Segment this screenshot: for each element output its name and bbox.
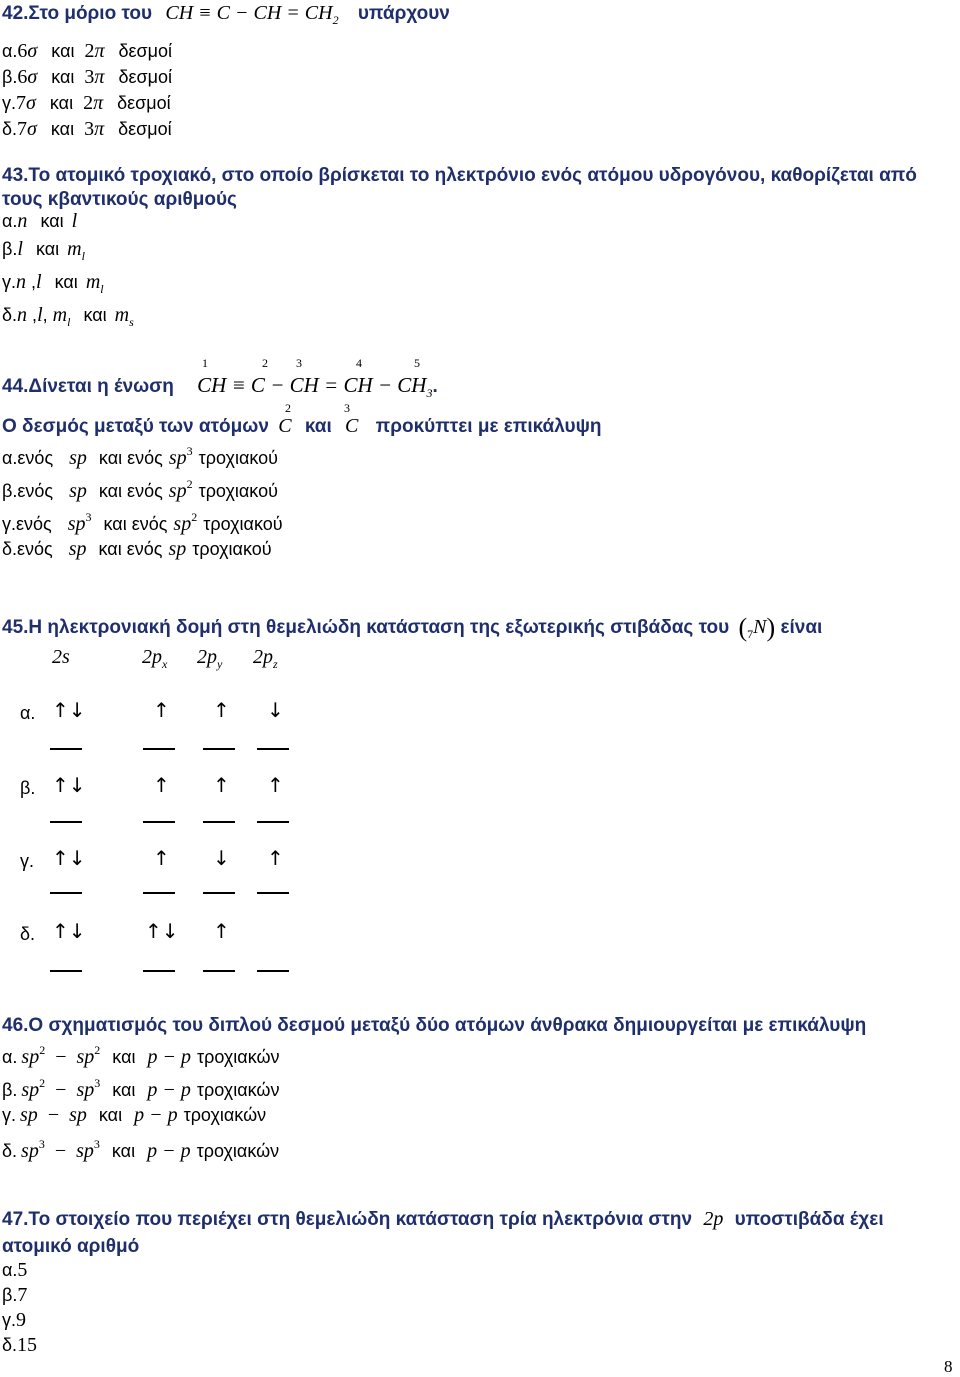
- hybrid-2-exponent: 3: [94, 1076, 101, 1090]
- sigma-count: 6: [17, 66, 28, 88]
- hybrid-2-exponent: 3: [93, 1137, 100, 1151]
- hybrid-1-exponent: 3: [38, 1137, 45, 1151]
- question-46-option[interactable]: [2, 1076, 280, 1102]
- conjunction: και ενός: [103, 514, 168, 534]
- l-symbol: l: [71, 210, 78, 232]
- orbital-line: [50, 821, 82, 823]
- hybrid-1: sp: [21, 1079, 40, 1101]
- paren-close: ): [766, 613, 776, 642]
- comma: ,: [42, 305, 48, 325]
- question-44-option[interactable]: [2, 510, 283, 536]
- electron-spin-arrows: ↑: [153, 773, 170, 797]
- orbital-word: τροχιακών: [196, 1080, 280, 1100]
- orbital-label-2py: $2p_y$: [197, 646, 223, 671]
- question-46-heading: 46.Ο σχηματισμός του διπλού δεσμού μεταξύ δύο ατόμων άνθρακα δημιουργείται με επικάλυψη: [2, 1015, 867, 1036]
- conjunction: και: [51, 41, 75, 61]
- conjunction: και: [35, 239, 60, 259]
- m-symbol: m: [52, 304, 68, 326]
- option-letter: γ.: [2, 1105, 17, 1125]
- pi-symbol: π: [94, 66, 105, 88]
- hybrid-2: sp: [69, 1104, 87, 1126]
- conjunction: και: [98, 1105, 123, 1125]
- hybrid-1: sp: [68, 538, 87, 560]
- hybrid-2: sp: [76, 1140, 94, 1162]
- p-p-overlap: p − p: [134, 1104, 178, 1126]
- question-47-line2: ατομικό αριθμό: [2, 1236, 140, 1257]
- question-43-line2: τους κβαντικούς αριθμούς: [2, 189, 237, 210]
- option-letter: δ.: [2, 1141, 18, 1161]
- hybrid-2: sp: [76, 1046, 95, 1068]
- sigma-symbol: σ: [27, 118, 37, 140]
- paren-open: (: [738, 613, 748, 642]
- atomic-number-value: 7: [17, 1284, 28, 1306]
- pi-count: 2: [84, 40, 95, 62]
- carbon-number-5: 5: [414, 356, 420, 370]
- c3-number: 3: [344, 401, 350, 415]
- option-letter: β.ενός: [2, 481, 54, 501]
- orbital-label-2px: $2p_x$: [142, 646, 168, 671]
- question-44-formula-sub: 3: [426, 386, 433, 400]
- carbon-number-3: 3: [296, 356, 302, 370]
- electron-spin-arrows: ↑: [153, 698, 170, 722]
- question-45-option-letter[interactable]: β.: [20, 778, 36, 798]
- atomic-number-value: 9: [16, 1309, 27, 1331]
- hybrid-2: sp: [168, 447, 187, 469]
- hybrid-2-exponent: 2: [191, 510, 198, 524]
- conjunction: και ενός: [98, 539, 163, 559]
- electron-spin-arrows: ↓: [213, 846, 230, 870]
- p-p-overlap: p − p: [147, 1140, 191, 1162]
- orbital-line: [143, 892, 175, 894]
- pi-symbol: π: [93, 92, 104, 114]
- hybrid-1: sp: [21, 1140, 39, 1162]
- bond-word: δεσμοί: [118, 67, 172, 87]
- orbital-word: τροχιακού: [198, 448, 278, 468]
- conjunction: και: [49, 93, 74, 113]
- question-42-option[interactable]: [2, 66, 172, 89]
- orbital-line: [257, 970, 289, 972]
- atomic-number-value: 15: [17, 1334, 38, 1356]
- question-46-option[interactable]: [2, 1104, 266, 1127]
- electron-spin-arrows: ↑↓: [145, 919, 179, 943]
- orbital-line: [50, 970, 82, 972]
- sigma-symbol: σ: [26, 92, 36, 114]
- ms-subscript: s: [129, 315, 134, 329]
- question-43-line1: 43.Το ατομικό τροχιακό, στο οποίο βρίσκεται το ηλεκτρόνιο ενός ατόμου υδρογόνου, καθορίζεται από: [2, 165, 917, 186]
- option-letter: δ.ενός: [2, 539, 53, 559]
- question-44-text: 44.Δίνεται η ένωση: [2, 376, 174, 397]
- question-44-option[interactable]: [2, 477, 278, 503]
- hybrid-2-exponent: 2: [94, 1043, 101, 1057]
- minus-sign: −: [55, 1046, 67, 1068]
- ms-symbol: m: [114, 304, 130, 326]
- conjunction: και: [51, 67, 75, 87]
- hybrid-1-exponent: 2: [39, 1043, 46, 1057]
- pi-count: 3: [84, 118, 95, 140]
- pi-count: 3: [84, 66, 95, 88]
- hybrid-2: sp: [173, 513, 192, 535]
- conjunction: και ενός: [98, 448, 163, 468]
- conjunction: και: [50, 119, 75, 139]
- conjunction: και: [111, 1141, 136, 1161]
- option-letter: α.: [2, 211, 18, 231]
- orbital-word: τροχιακών: [183, 1105, 267, 1125]
- electron-spin-arrows: ↑: [213, 773, 230, 797]
- option-letter: α.: [2, 1260, 18, 1280]
- l-symbol: l: [17, 238, 23, 260]
- pi-symbol: π: [94, 40, 105, 62]
- question-44-heading: [2, 373, 438, 401]
- electron-spin-arrows: ↑: [267, 846, 284, 870]
- question-44-line2-text: Ο δεσμός μεταξύ των ατόμων: [2, 416, 269, 437]
- l-symbol: l: [37, 304, 43, 326]
- question-47-option[interactable]: [2, 1284, 27, 1307]
- question-45-tail: είναι: [780, 617, 823, 638]
- electron-spin-arrows: ↑: [153, 846, 170, 870]
- sublevel-2p: 2p: [703, 1208, 724, 1230]
- question-44-line2-tail: προκύπτει με επικάλυψη: [375, 416, 602, 437]
- question-43-option-b[interactable]: [2, 238, 85, 264]
- bond-word: δεσμοί: [117, 93, 171, 113]
- orbital-word: τροχιακού: [203, 514, 283, 534]
- minus-sign: −: [54, 1140, 67, 1162]
- question-42-formula-sub: 2: [332, 13, 339, 27]
- sigma-count: 7: [16, 92, 27, 114]
- conjunction: και: [83, 305, 107, 325]
- option-letter: γ.: [2, 1310, 17, 1330]
- option-letter: β.: [2, 239, 18, 259]
- p-p-overlap: p − p: [147, 1046, 191, 1068]
- orbital-line: [203, 970, 235, 972]
- electron-spin-arrows: ↑↓: [52, 698, 86, 722]
- option-letter: α.: [2, 41, 18, 61]
- orbital-line: [143, 748, 175, 750]
- sigma-count: 6: [17, 40, 28, 62]
- question-47-text: 47.Το στοιχείο που περιέχει στη θεμελιώδη κατάσταση τρία ηλεκτρόνια στην: [2, 1209, 693, 1230]
- hybrid-1: sp: [20, 1104, 38, 1126]
- orbital-line: [143, 821, 175, 823]
- carbon-3: C: [345, 415, 359, 437]
- electron-spin-arrows: ↑↓: [52, 773, 86, 797]
- orbital-line: [203, 821, 235, 823]
- question-47-option[interactable]: [2, 1334, 37, 1357]
- option-letter: γ.: [2, 272, 17, 292]
- option-letter: γ.: [2, 93, 17, 113]
- question-47-option[interactable]: [2, 1259, 27, 1282]
- electron-spin-arrows: ↓: [267, 698, 284, 722]
- sigma-symbol: σ: [27, 40, 38, 62]
- orbital-line: [50, 748, 82, 750]
- question-43-option-a[interactable]: [2, 210, 77, 233]
- question-42-tail: υπάρχουν: [357, 3, 450, 24]
- orbital-line: [203, 892, 235, 894]
- carbon-number-2: 2: [262, 356, 268, 370]
- question-42-option[interactable]: [2, 40, 172, 63]
- comma: ,: [31, 272, 37, 292]
- formula-period: .: [432, 376, 438, 397]
- hybrid-1: sp: [67, 513, 86, 535]
- hybrid-1: sp: [69, 447, 87, 469]
- bond-word: δεσμοί: [118, 119, 172, 139]
- orbital-word: τροχιακού: [198, 481, 278, 501]
- orbital-line: [257, 892, 289, 894]
- bond-word: δεσμοί: [118, 41, 173, 61]
- hybrid-2: sp: [168, 538, 187, 560]
- p-p-overlap: p − p: [147, 1079, 191, 1101]
- option-letter: β.: [2, 1080, 18, 1100]
- orbital-word: τροχιακών: [196, 1047, 280, 1067]
- hybrid-1: sp: [21, 1046, 40, 1068]
- hybrid-2-exponent: 2: [186, 477, 193, 491]
- carbon-number-4: 4: [356, 356, 362, 370]
- electron-spin-arrows: ↑↓: [52, 919, 86, 943]
- hybrid-2: sp: [168, 480, 187, 502]
- n-symbol: n: [16, 271, 27, 293]
- m-symbol: m: [85, 271, 101, 293]
- orbital-line: [143, 970, 175, 972]
- m-subscript: l: [81, 249, 85, 263]
- n-symbol: n: [17, 304, 28, 326]
- carbon-2: C: [278, 415, 292, 437]
- n-symbol: n: [17, 210, 28, 232]
- question-47-option[interactable]: [2, 1309, 26, 1332]
- question-45-option-letter[interactable]: α.: [20, 703, 36, 723]
- orbital-line: [257, 821, 289, 823]
- question-45-text: 45.Η ηλεκτρονιακή δομή στη θεμελιώδη κατάσταση της εξωτερικής στιβάδας του: [2, 617, 730, 638]
- pi-symbol: π: [94, 118, 105, 140]
- minus-sign: −: [47, 1104, 60, 1126]
- orbital-label-2s: 2s: [52, 646, 70, 668]
- question-42-option[interactable]: [2, 118, 172, 141]
- hybrid-2-exponent: 3: [186, 444, 193, 458]
- question-44-formula: CH ≡ C − CH = CH − CH: [197, 373, 427, 397]
- carbon-number-1: 1: [202, 356, 208, 370]
- electron-spin-arrows: ↑: [267, 773, 284, 797]
- hybrid-2: sp: [76, 1079, 95, 1101]
- question-42-heading: [2, 2, 450, 28]
- option-letter: δ.: [2, 119, 18, 139]
- question-44-option[interactable]: [2, 538, 272, 561]
- question-42-text: 42.Στο μόριο του: [2, 3, 153, 24]
- sigma-count: 7: [17, 118, 28, 140]
- question-47-text-tail: υποστιβάδα έχει: [734, 1209, 884, 1230]
- option-letter: δ.: [2, 1335, 18, 1355]
- question-43-option-d[interactable]: [2, 304, 134, 330]
- question-47-line1: [2, 1208, 884, 1231]
- electron-spin-arrows: ↑↓: [52, 846, 86, 870]
- question-42-formula: CH ≡ C − CH = CH: [165, 2, 333, 24]
- conjunction: και ενός: [98, 481, 163, 501]
- minus-sign: −: [55, 1079, 67, 1101]
- pi-count: 2: [83, 92, 94, 114]
- m-subscript: l: [67, 315, 71, 329]
- hybrid-1-exponent: 3: [85, 510, 92, 524]
- question-45-heading: [2, 613, 822, 643]
- option-letter: δ.: [2, 305, 18, 325]
- electron-spin-arrows: ↑: [213, 698, 230, 722]
- orbital-word: τροχιακών: [196, 1141, 280, 1161]
- m-symbol: m: [67, 238, 82, 260]
- option-letter: γ.ενός: [2, 514, 52, 534]
- page-number: 8: [944, 1357, 953, 1376]
- conjunction: και: [112, 1047, 136, 1067]
- question-45-option-letter[interactable]: γ.: [20, 851, 35, 871]
- question-44-option[interactable]: [2, 444, 278, 470]
- atomic-number: 7: [747, 627, 754, 641]
- l-symbol: l: [36, 271, 42, 293]
- atomic-number-value: 5: [17, 1259, 28, 1281]
- orbital-line: [203, 748, 235, 750]
- element-symbol: N: [753, 616, 767, 638]
- option-letter: β.: [2, 1285, 18, 1305]
- conjunction: και: [304, 416, 332, 437]
- question-43-option-c[interactable]: [2, 271, 104, 297]
- orbital-line: [257, 748, 289, 750]
- electron-spin-arrows: ↑: [213, 919, 230, 943]
- comma: ,: [32, 305, 38, 325]
- c2-number: 2: [285, 401, 291, 415]
- orbital-label-2pz: $2p_z$: [253, 646, 278, 671]
- question-42-option[interactable]: [2, 92, 171, 115]
- hybrid-1-exponent: 2: [39, 1076, 46, 1090]
- option-letter: β.: [2, 67, 18, 87]
- orbital-line: [50, 892, 82, 894]
- question-46-option[interactable]: [2, 1137, 279, 1163]
- question-45-option-letter[interactable]: δ.: [20, 924, 36, 944]
- m-subscript: l: [100, 282, 104, 296]
- option-letter: α.ενός: [2, 448, 54, 468]
- hybrid-1: sp: [69, 480, 87, 502]
- orbital-word: τροχιακού: [192, 539, 272, 559]
- conjunction: και: [112, 1080, 136, 1100]
- option-letter: α.: [2, 1047, 18, 1067]
- conjunction: και: [54, 272, 78, 292]
- question-44-line2: [2, 415, 602, 438]
- conjunction: και: [40, 211, 64, 231]
- sigma-symbol: σ: [27, 66, 38, 88]
- question-46-option[interactable]: [2, 1043, 280, 1069]
